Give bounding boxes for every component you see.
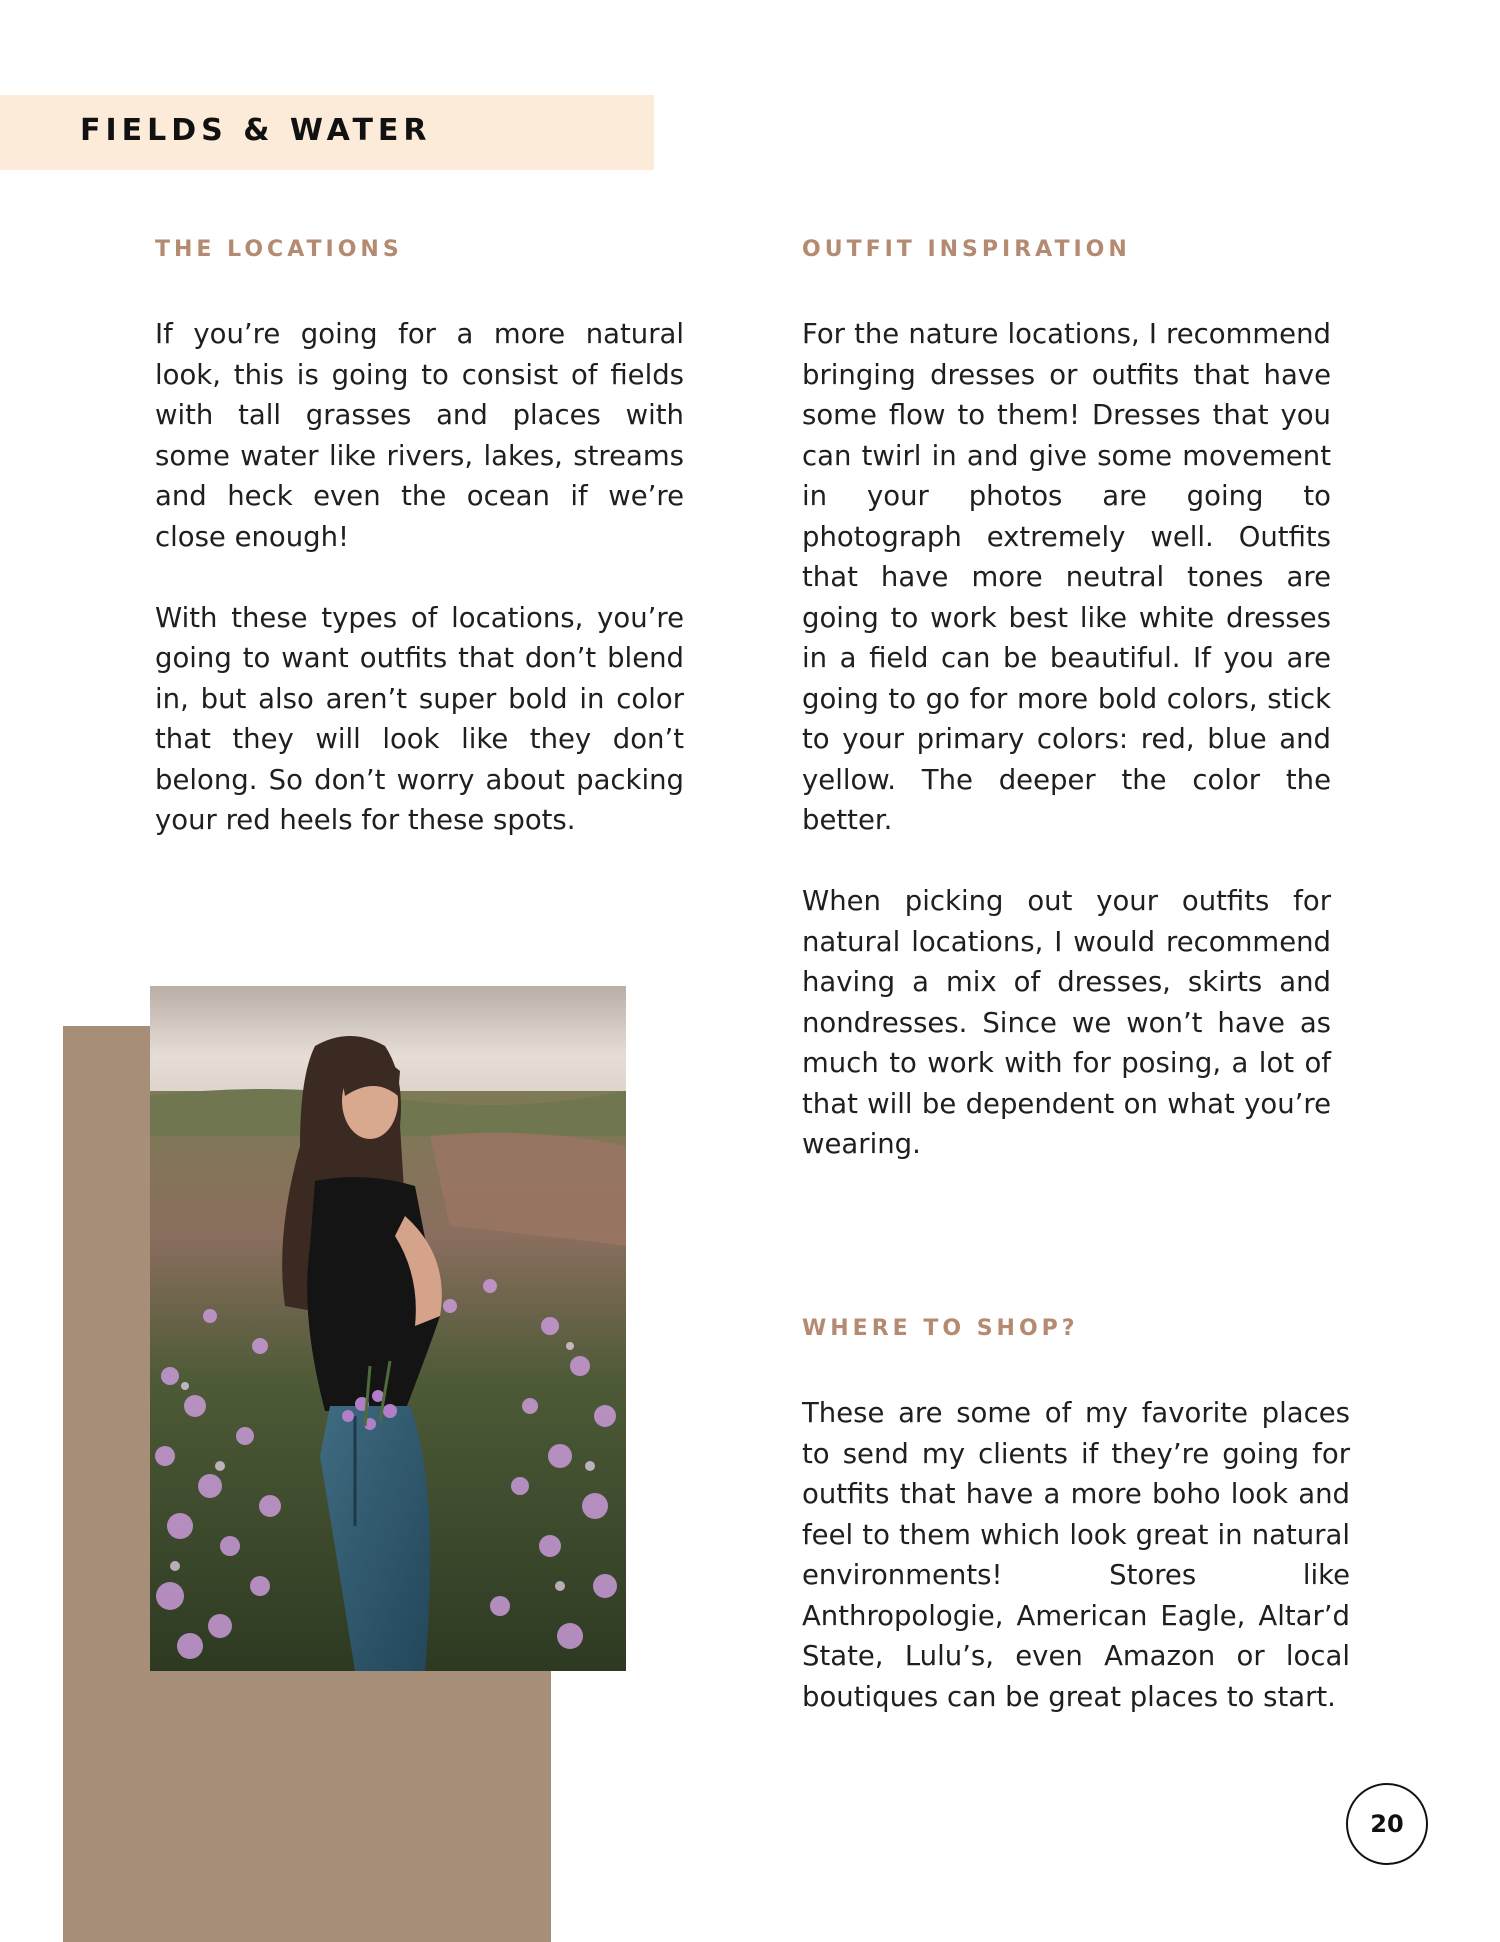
outfit-paragraph: For the nature locations, I recommend bringing dresses or outfits that have some flow to them! Dresses that you can twirl in and give some movement in your photos are going to photograph extremely well. Outfits that have more neutral tones are going to work best like white dresses in a field can be beautiful. If you are going to go for more bold colors, stick to your primary colors: red, blue and yellow. The deeper the color the better.	[802, 318, 1331, 836]
shop-body	[802, 1393, 1350, 1717]
outfit-heading: OUTFIT INSPIRATION	[802, 237, 1131, 262]
locations-body	[155, 314, 684, 841]
outfit-body	[802, 314, 1331, 1165]
page-title: FIELDS & WATER	[80, 113, 432, 148]
shop-paragraph: These are some of my favorite places to send my clients if they’re going for outfits that have a more boho look and feel to them which look great in natural environments! Stores like Anthropologie, American Eagle, Altar’d State, Lulu’s, even Amazon or local boutiques can be great places to start.	[802, 1397, 1350, 1713]
locations-heading: THE LOCATIONS	[155, 237, 403, 262]
locations-paragraph: If you’re going for a more natural look, this is going to consist of fields with tall grasses and places with some water like rivers, lakes, streams and heck even the ocean if we’re close enough!	[155, 318, 684, 553]
title-band	[0, 95, 654, 170]
outfit-paragraph: When picking out your outfits for natural locations, I would recommend having a mix of dresses, skirts and nondresses. Since we won’t have as much to work with for posing, a lot of that will be dependent on what you’re wearing.	[802, 885, 1331, 1160]
shop-heading: WHERE TO SHOP?	[802, 1316, 1079, 1341]
locations-paragraph: With these types of locations, you’re going to want outfits that don’t blend in, but also aren’t super bold in color that they will look like they don’t belong. So don’t worry about packing your red heels for these spots.	[155, 601, 684, 836]
woman-in-flower-field-photo	[150, 986, 626, 1671]
page-number: 20	[1370, 1810, 1404, 1838]
page-number-badge	[1346, 1783, 1428, 1865]
